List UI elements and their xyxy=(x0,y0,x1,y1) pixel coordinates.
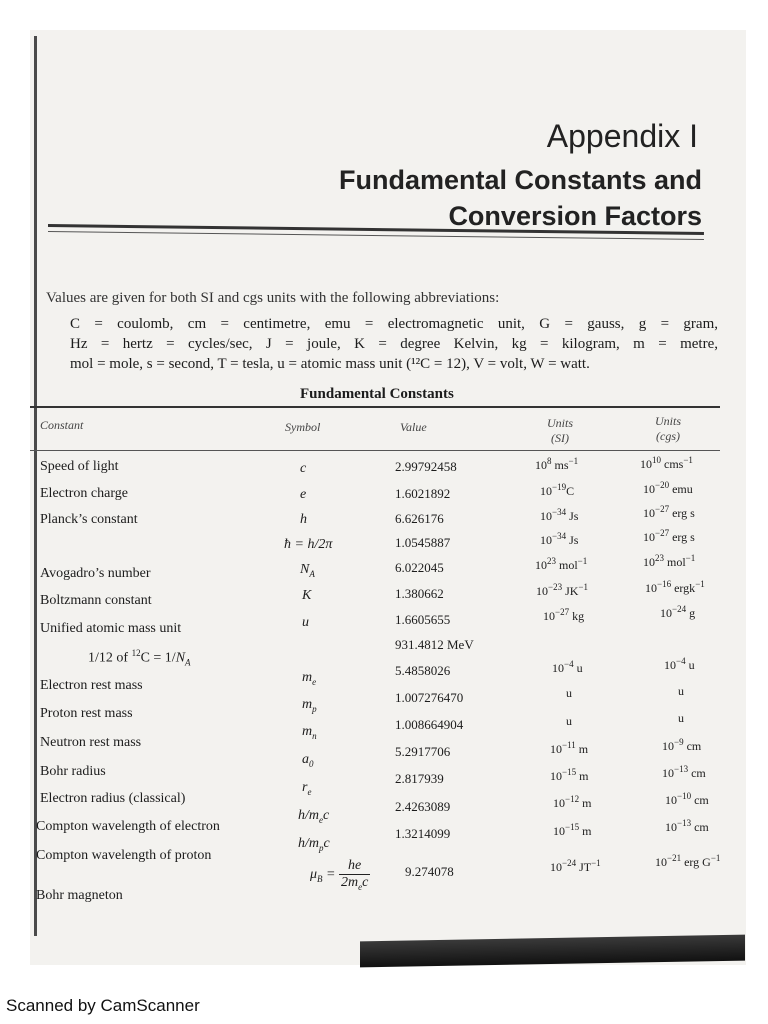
header-value: Value xyxy=(400,420,427,434)
table-title: Fundamental Constants xyxy=(300,386,454,402)
row-si-compton-proton: $10^{-15}$ m xyxy=(553,822,592,838)
row-symbol-bohr-radius: $a_0$ xyxy=(302,752,314,769)
row-value-speed-of-light: 2.99792458 xyxy=(395,459,457,474)
row-cgs-bohr-radius: $10^{-9}$ cm xyxy=(662,737,702,753)
row-value-electron-mass: 5.4858026 xyxy=(395,663,451,678)
page-title xyxy=(339,162,702,234)
row-cgs-planck: $10^{-27}$ erg s xyxy=(643,504,695,520)
row-name-amu-alt: 1/12 of $^{12}C = 1/N_A$ xyxy=(88,648,191,668)
row-name-compton-electron: Compton wavelength of electron xyxy=(36,819,220,834)
row-si-bohr-magneton: $10^{-24}$ $JT^{-1}$ xyxy=(550,858,601,874)
scanner-footer: Scanned by CamScanner xyxy=(6,996,200,1015)
row-name-bohr-magneton: Bohr magneton xyxy=(36,888,123,903)
row-si-speed-of-light: $10^8$ $ms^{-1}$ xyxy=(535,456,579,472)
bohr-magneton-fraction: $\frac{he}{2m_ec}$ xyxy=(340,858,369,892)
row-cgs-speed-of-light: $10^{10}$ cms$^{-1}$ xyxy=(640,455,693,471)
header-units-cgs-line2: (cgs) xyxy=(656,429,680,443)
row-si-avogadro: $10^{23}$ mol$^{-1}$ xyxy=(535,556,588,572)
row-value-proton-mass: 1.007276470 xyxy=(395,690,464,705)
header-units-cgs-line1: Units xyxy=(654,414,681,428)
row-symbol-compton-electron: $h/m_ec$ xyxy=(298,808,330,825)
row-name-electron-mass: Electron rest mass xyxy=(40,678,143,693)
row-cgs-compton-proton: $10^{-13}$ cm xyxy=(665,818,709,834)
row-si-proton-mass: u xyxy=(566,686,572,700)
row-symbol-proton-mass: $m_p$ xyxy=(302,697,317,714)
row-symbol-bohr-magneton: $\mu_B$ = $\frac{he}{2m_ec}$ xyxy=(310,858,369,892)
row-si-compton-electron: $10^{-12}$ m xyxy=(553,794,592,810)
row-symbol-amu: u xyxy=(302,615,309,630)
row-name-planck: Planck’s constant xyxy=(40,512,138,527)
abbreviations-line-3: mol = mole, s = second, T = tesla, u = atomic mass unit (¹²C = 12), V = volt, W = watt. xyxy=(70,356,590,372)
page-spine-edge xyxy=(34,36,37,936)
row-si-bohr-radius: $10^{-11}$ m xyxy=(550,740,589,756)
row-cgs-bohr-magneton: $10^{-21}$ erg $G^{-1}$ xyxy=(655,853,721,869)
header-constant: Constant xyxy=(40,418,84,432)
row-cgs-compton-electron: $10^{-10}$ cm xyxy=(665,791,709,807)
row-cgs-boltzmann: $10^{-16}$ ergk$^{-1}$ xyxy=(645,579,705,595)
row-name-speed-of-light: Speed of light xyxy=(40,459,119,474)
title-line-1: Fundamental Constants and xyxy=(338,165,702,195)
row-si-planck: $10^{-34}$ Js xyxy=(540,507,579,523)
row-name-boltzmann: Boltzmann constant xyxy=(40,593,152,608)
row-si-electron-radius: $10^{-15}$ m xyxy=(550,767,589,783)
row-cgs-proton-mass: u xyxy=(678,684,684,698)
row-si-amu: $10^{-27}$ kg xyxy=(543,607,585,623)
row-si-neutron-mass: u xyxy=(566,714,572,728)
row-symbol-hbar: ħ = h/2π xyxy=(284,537,333,552)
row-value-boltzmann: 1.380662 xyxy=(395,586,444,601)
row-value-hbar: 1.0545887 xyxy=(395,535,451,550)
row-cgs-electron-radius: $10^{-13}$ cm xyxy=(662,764,706,780)
intro-text: Values are given for both SI and cgs units with the following abbreviations: xyxy=(46,290,500,306)
row-symbol-electron-radius: $r_e$ xyxy=(302,780,312,797)
row-name-neutron-mass: Neutron rest mass xyxy=(40,735,142,750)
row-value-compton-electron: 2.4263089 xyxy=(395,799,451,814)
row-symbol-electron-charge: e xyxy=(300,487,307,502)
row-value-electron-radius: 2.817939 xyxy=(395,771,444,786)
row-name-bohr-radius: Bohr radius xyxy=(40,764,106,779)
row-si-electron-charge: $10^{-19}C$ xyxy=(540,482,575,498)
row-symbol-neutron-mass: $m_n$ xyxy=(302,724,317,741)
row-si-hbar: $10^{-34}$ Js xyxy=(540,531,579,547)
table-header-rule xyxy=(30,450,720,451)
header-symbol: Symbol xyxy=(285,420,321,434)
row-symbol-boltzmann: K xyxy=(302,588,312,603)
header-units-si xyxy=(540,416,580,446)
row-cgs-neutron-mass: u xyxy=(678,711,684,725)
row-name-electron-radius: Electron radius (classical) xyxy=(40,791,186,806)
row-value-bohr-radius: 5.2917706 xyxy=(395,744,451,759)
row-symbol-compton-proton: $h/m_pc$ xyxy=(298,836,330,853)
table-top-rule xyxy=(30,406,720,408)
row-value-neutron-mass: 1.008664904 xyxy=(395,717,464,732)
appendix-heading: Appendix I xyxy=(546,118,698,154)
row-cgs-hbar: $10^{-27}$ erg s xyxy=(643,528,695,544)
abbreviations-line-2: Hz = hertz = cycles/sec, J = joule, K = degree Kelvin, kg = kilogram, m = metre, xyxy=(70,336,718,352)
row-value-electron-charge: 1.6021892 xyxy=(395,486,451,501)
row-name-electron-charge: Electron charge xyxy=(40,486,128,501)
row-cgs-amu: $10^{-24}$ g xyxy=(660,604,696,620)
header-units-cgs xyxy=(648,414,688,444)
abbreviations-line-1: C = coulomb, cm = centimetre, emu = electromagnetic unit, G = gauss, g = gram, xyxy=(70,316,718,332)
row-value-bohr-magneton: 9.274078 xyxy=(405,864,454,879)
header-units-si-line1: Units xyxy=(546,416,573,430)
row-si-electron-mass: $10^{-4}$ u xyxy=(552,659,583,675)
row-name-proton-mass: Proton rest mass xyxy=(40,706,133,721)
row-symbol-speed-of-light: c xyxy=(300,461,307,476)
row-value-planck: 6.626176 xyxy=(395,511,444,526)
row-value-avogadro: 6.022045 xyxy=(395,560,444,575)
header-units-si-line2: (SI) xyxy=(551,431,569,445)
row-si-boltzmann: $10^{-23}$ $JK^{-1}$ xyxy=(536,582,588,598)
row-name-compton-proton: Compton wavelength of proton xyxy=(36,848,212,863)
row-name-avogadro: Avogadro’s number xyxy=(40,566,151,581)
row-symbol-planck: h xyxy=(300,512,307,527)
row-symbol-avogadro: $N_A$ xyxy=(300,562,315,579)
row-value-amu: 1.6605655 xyxy=(395,612,451,627)
row-value-amu-mev: 931.4812 MeV xyxy=(395,637,474,652)
row-value-compton-proton: 1.3214099 xyxy=(395,826,451,841)
row-symbol-electron-mass: $m_e$ xyxy=(302,670,317,687)
row-name-amu: Unified atomic mass unit xyxy=(40,621,182,636)
row-cgs-avogadro: $10^{23}$ mol$^{-1}$ xyxy=(643,553,696,569)
row-cgs-electron-mass: $10^{-4}$ u xyxy=(664,656,695,672)
row-cgs-electron-charge: $10^{-20}$ emu xyxy=(643,480,693,496)
title-line-2: Conversion Factors xyxy=(448,201,702,231)
